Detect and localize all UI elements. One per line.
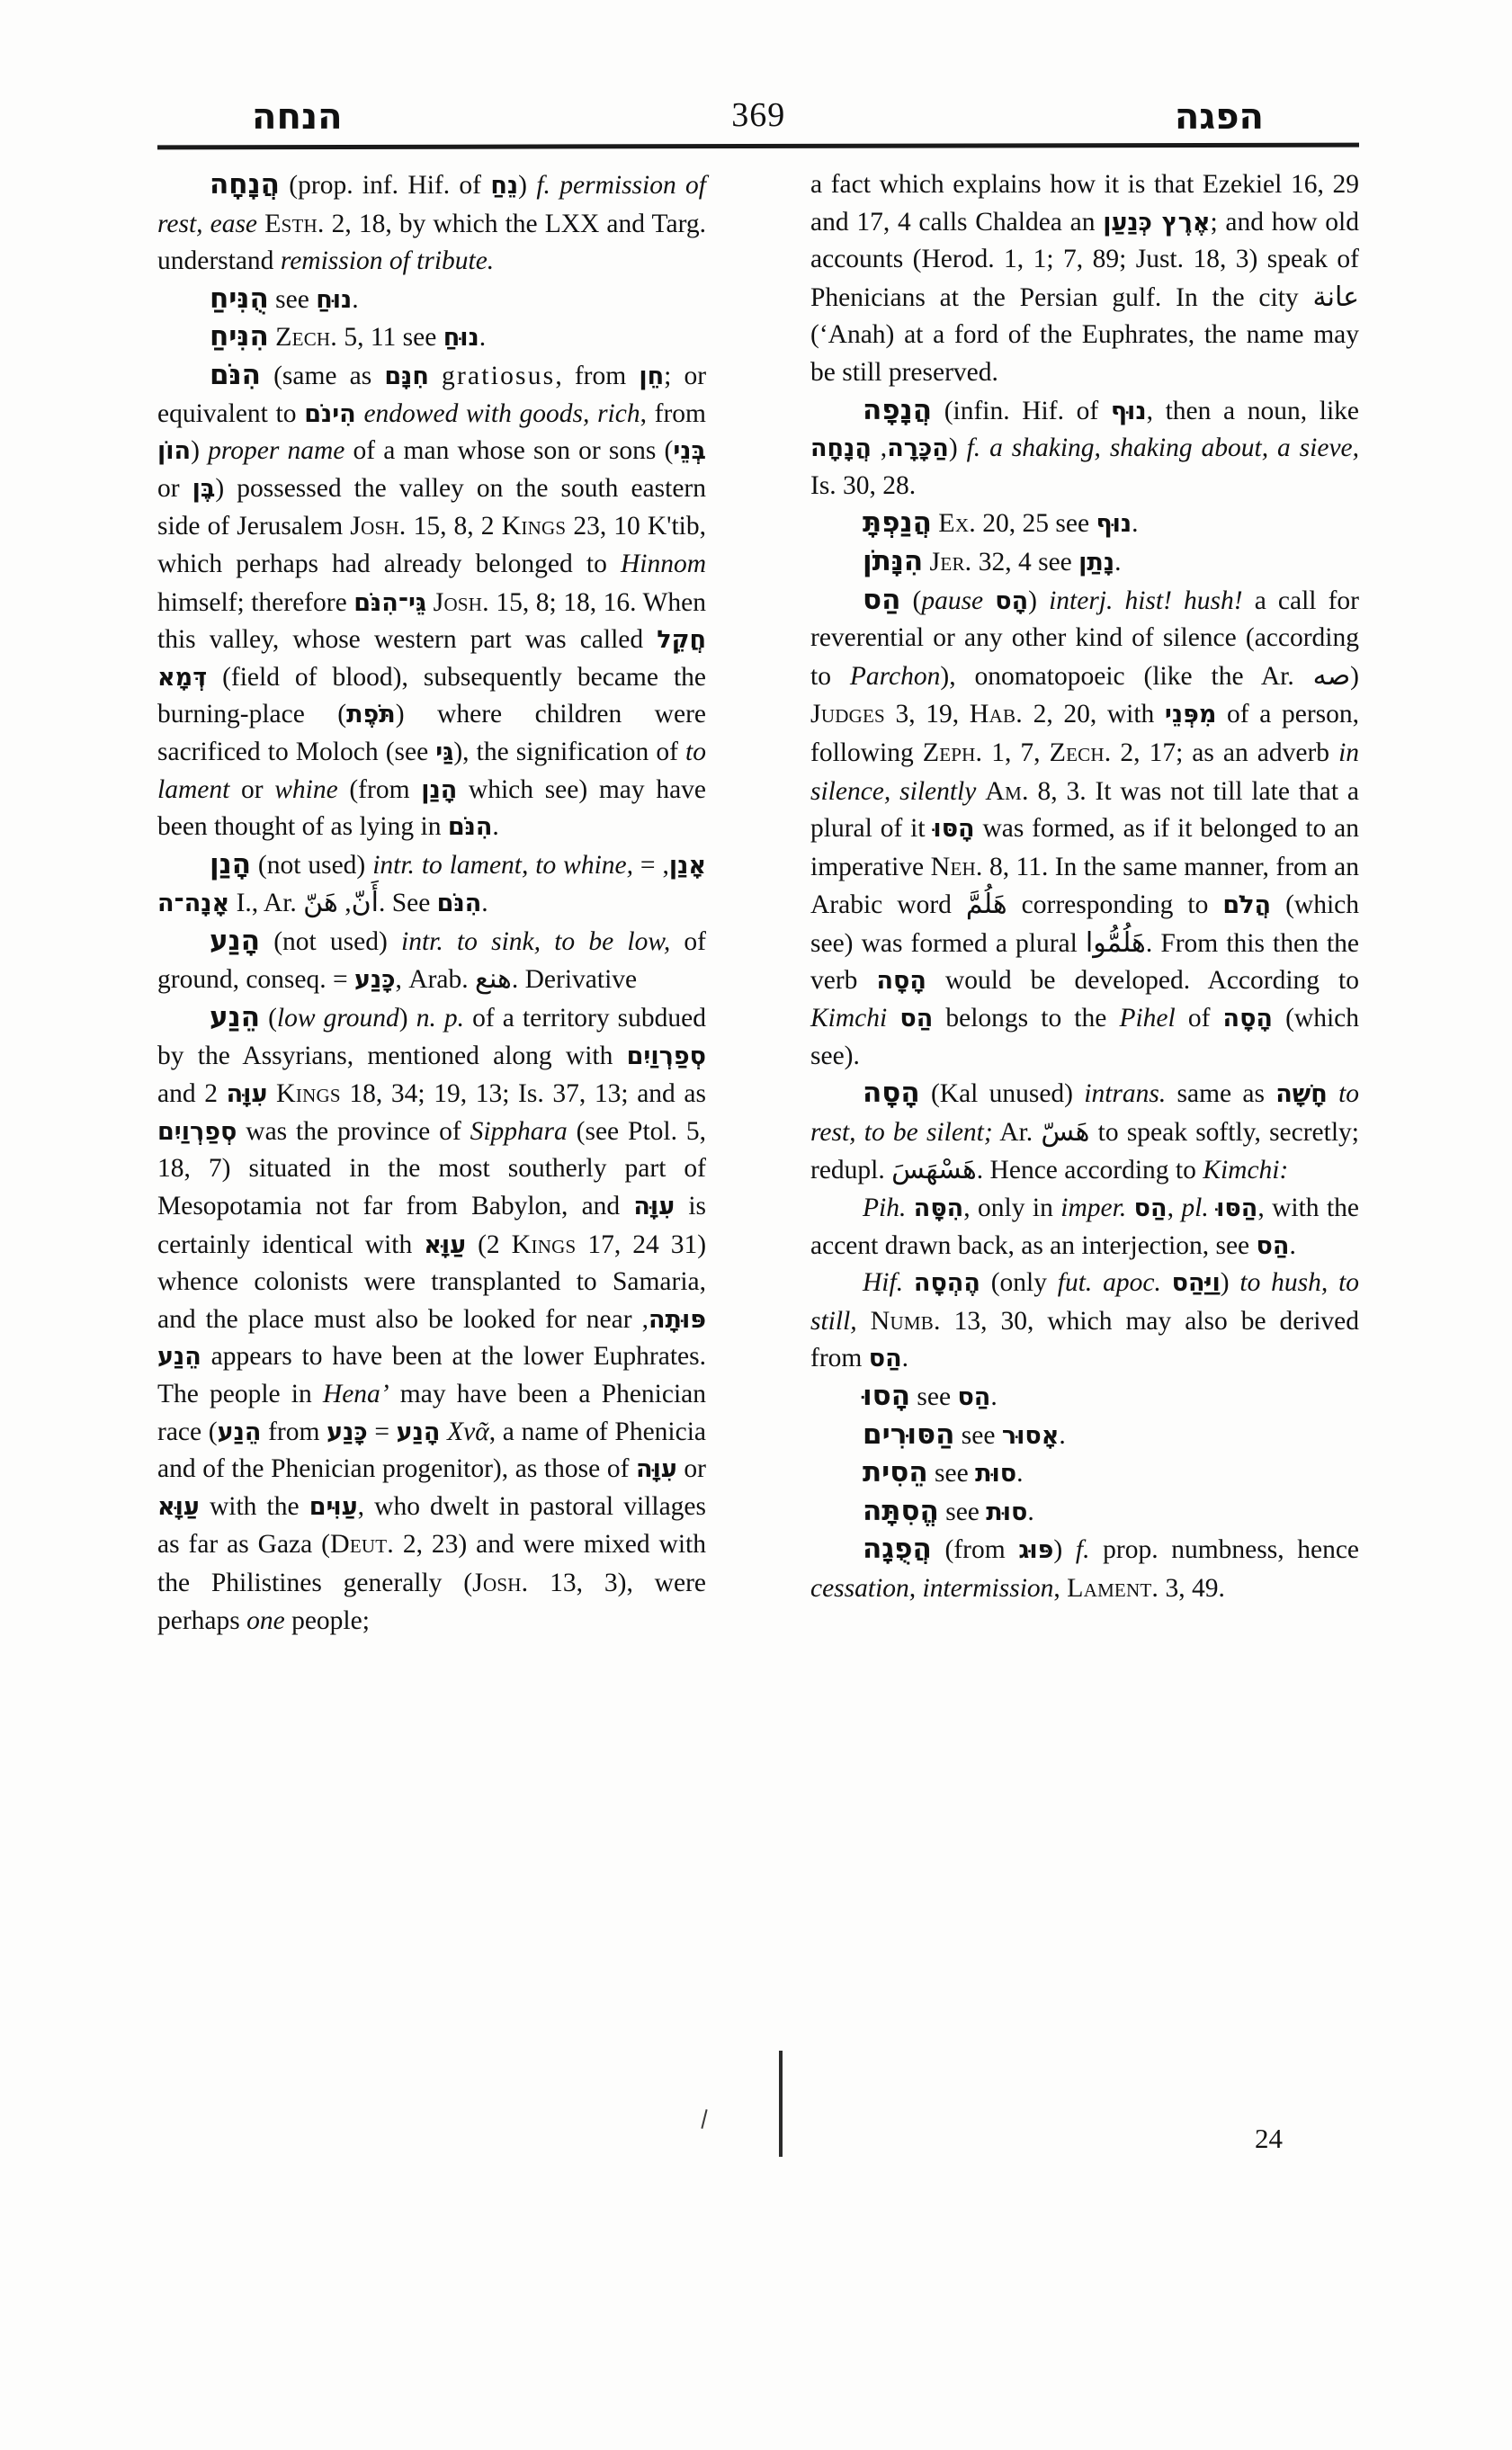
arabic-inline: صه [1312, 659, 1351, 692]
gloss: f. [1075, 1535, 1090, 1565]
gloss: to hush, to still, [810, 1268, 1360, 1336]
hebrew-inline: סְפַרְוַיִם [626, 1042, 706, 1070]
hebrew-inline: הִנֹּם [447, 813, 493, 842]
hebrew-inline: עַוָּא [424, 1230, 467, 1259]
entry-hesathah [810, 1493, 1359, 1532]
entry-hanan [157, 846, 706, 923]
text: . [990, 1382, 998, 1411]
text: 1, 7, [982, 738, 1050, 767]
hebrew-inline: הֲלֹם [1222, 891, 1272, 920]
hebrew-inline: הִינֹם [304, 399, 356, 428]
entry-hassurim [810, 1417, 1359, 1455]
text: (Kal unused) [930, 1079, 1085, 1109]
entry-hanaphta [810, 505, 1359, 543]
hebrew-inline: כָּנַע [354, 966, 396, 995]
gloss: to rest, to be silent; [810, 1079, 1360, 1147]
gloss: pl. [1181, 1194, 1209, 1223]
bible-reference: Jer. [929, 546, 972, 577]
gloss: pause [921, 586, 996, 615]
text: 13, 3), were perhaps [157, 1568, 706, 1635]
text: prop. numbness, hence [1089, 1535, 1360, 1565]
text: . Hence according to [976, 1156, 1203, 1185]
text: . [352, 284, 359, 314]
headword-hesith: הֵסִית [863, 1456, 928, 1489]
gloss: remission of tribute. [280, 246, 495, 276]
hebrew-inline: הָסּוּ [933, 815, 975, 844]
text [1209, 1194, 1216, 1222]
text [1161, 1268, 1172, 1297]
gloss: Kimchi [810, 1004, 888, 1033]
hebrew-inline: אֶרֶץ כְּנַעַן [1103, 208, 1211, 237]
text: ), onomatopoeic (like the Ar. [940, 661, 1313, 691]
text: 15, 8, 2 [406, 512, 502, 541]
text: . Derivative [511, 965, 638, 995]
hebrew-inline: הִסָּה [913, 1194, 964, 1223]
hebrew-inline: מִפְּנֵי [1164, 701, 1217, 729]
greek-inline: Χνᾶ [447, 1417, 489, 1446]
bible-reference: Zech. [275, 322, 337, 353]
cross-reference-hebrew: הִנֹּם [436, 890, 482, 918]
text: same as [1166, 1079, 1276, 1109]
arabic-inline: هنع [475, 963, 512, 996]
text [440, 1417, 447, 1446]
text: was the province of [237, 1116, 470, 1146]
text: belongs to the [933, 1004, 1120, 1033]
cross-reference-hebrew: סוּת [975, 1460, 1017, 1489]
gloss: intrans. [1084, 1079, 1167, 1109]
text: (from [337, 774, 422, 804]
text: = [367, 1417, 397, 1446]
text: 32, 4 see [971, 547, 1079, 577]
text: was formed, as if it belonged to an imperative [810, 814, 1359, 881]
text: ) [1220, 1268, 1240, 1298]
text: (which see) was formed a plural [810, 890, 1360, 958]
text: . [1059, 1420, 1066, 1450]
hebrew-inline: הָנַע [396, 1417, 441, 1446]
right-column [810, 166, 1359, 1608]
hebrew-inline: הֶהְסָה [913, 1269, 980, 1298]
hebrew-inline: אָנַן [668, 851, 707, 880]
text: (infin. Hif. of [944, 396, 1111, 425]
stem-label-pihel: Pih. [863, 1194, 907, 1223]
entry-hena-continuation [810, 166, 1359, 392]
text: see [275, 284, 317, 314]
text [887, 1004, 899, 1033]
entry-hunnach [157, 281, 706, 319]
cross-reference-hebrew: נוּחַ [316, 285, 353, 314]
gloss: to lament [157, 737, 706, 804]
hebrew-inline: סְפַרְוַיִם [157, 1117, 237, 1146]
entry-hasah [810, 1075, 1359, 1190]
text: . [1132, 509, 1139, 539]
text: (2 [466, 1229, 512, 1259]
hebrew-inline: נוּף [1110, 397, 1147, 425]
headword-hasu: הָסוּ [863, 1380, 911, 1412]
text: to speak softly, secretly; redupl. [810, 1117, 1359, 1185]
text: . [1289, 1230, 1296, 1260]
bible-reference: Esth. [264, 208, 325, 238]
text: of [1175, 1004, 1223, 1033]
gloss: Hinnom [620, 549, 706, 578]
text: ) [1053, 1535, 1076, 1565]
text: , only in [963, 1194, 1061, 1223]
text: (prop. inf. Hif. of [289, 171, 491, 200]
page-tick-mark [701, 2109, 707, 2129]
text: 2, 23) and were mixed with the Philistines generally ( [157, 1530, 707, 1597]
text: , [662, 850, 669, 880]
text: a fact which explains how it is that Ezekiel 16, 29 and 17, 4 calls Chaldea an [810, 170, 1359, 237]
entry-hena [157, 999, 706, 1640]
latin-gloss: gratiosus [442, 361, 556, 390]
hebrew-inline: הַס [899, 1005, 934, 1033]
hebrew-inline: עַוִּים [309, 1492, 358, 1521]
text: . [479, 323, 487, 353]
text: (which see). [810, 1004, 1359, 1070]
headword-hana-ayin: הָנַע [210, 924, 260, 957]
text [429, 362, 442, 390]
entry-hanachah [157, 166, 706, 281]
cross-reference-hebrew: נוּחַ [443, 324, 479, 353]
text: (‘Anah) at a ford of the Euphrates, the name may be still preserved. [810, 320, 1359, 387]
hebrew-inline: פּוּג [1018, 1536, 1054, 1565]
text: may have been a Phenician race ( [157, 1380, 706, 1446]
text: (not used) [273, 926, 402, 956]
hebrew-inline: הֲנָחָה [810, 434, 872, 463]
text: of a person, following [810, 700, 1359, 767]
text: ) possessed the valley on the south eastern side of Jerusalem [157, 473, 706, 541]
text: , [1167, 1194, 1182, 1223]
arabic-inline: هَلُمُّوا [1085, 926, 1146, 959]
text: 2 [204, 1079, 277, 1109]
text: ) [1350, 661, 1359, 691]
text: 8, 11. In the same manner, from an Arabic word [810, 852, 1359, 920]
bible-reference: Josh. [433, 586, 489, 617]
text: , from [555, 361, 640, 390]
entry-hasah-pihel [810, 1190, 1359, 1265]
text: , from [640, 398, 707, 428]
text: ) [398, 1004, 416, 1033]
text: 17, 24 31) whence colonists were transplanted to Samaria, and the place must also be looked for near [157, 1229, 707, 1334]
text: , [641, 1304, 649, 1334]
entry-hasah-hifil [810, 1265, 1359, 1378]
text: appears to have been at the lower Euphrates. The people in [157, 1342, 706, 1408]
text: 2, 18, by which the LXX and Targ. understand [157, 209, 706, 276]
entry-has [810, 582, 1359, 1076]
cross-reference-hebrew: הַס [1256, 1231, 1290, 1260]
entry-hinniach [157, 318, 706, 357]
text: would be developed. According to [926, 966, 1359, 996]
text: 23, 10 K'tib, which perhaps had already belonged to [157, 512, 706, 578]
gloss: f. a shaking, shaking about, a sieve, [966, 434, 1360, 463]
hebrew-inline: עִוָּה [636, 1455, 677, 1484]
text: of a man whose son or sons ( [344, 436, 674, 466]
headword-hassurim: הַסּוּרִים [863, 1417, 955, 1451]
gloss: imper. [1060, 1194, 1127, 1223]
text [906, 1194, 913, 1222]
text: 5, 11 see [336, 323, 443, 353]
text: ( [268, 1004, 277, 1033]
entry-hesith [810, 1454, 1359, 1493]
text: , [337, 889, 352, 918]
hebrew-inline: בְּנֵי [673, 437, 707, 466]
bible-reference: Hab. [969, 699, 1023, 729]
cross-reference-hebrew: נָתַן [1078, 548, 1115, 577]
cross-reference-hebrew: הַס [957, 1383, 991, 1411]
text: of a territory subdued by the Assyrians, mentioned along with [157, 1004, 707, 1070]
text: . [1016, 1459, 1024, 1489]
text: or [229, 774, 275, 804]
text: 8, 3. It was not till late that a plural of it [810, 776, 1360, 844]
arabic-inline: عانة [1312, 281, 1359, 313]
text [1328, 1079, 1338, 1108]
bible-reference: Kings [511, 1229, 577, 1259]
text: Ar. [992, 1117, 1042, 1147]
signature-mark: 24 [1255, 2123, 1283, 2154]
headword-hinnom: הִנֹּם [210, 358, 261, 391]
gloss: cessation, intermission [810, 1573, 1054, 1603]
text: ) [191, 436, 209, 466]
text: ), the signification of [453, 737, 686, 766]
text: , who dwelt in pastoral villages as far as Gaza ( [157, 1491, 706, 1560]
text: ; or equivalent to [157, 361, 707, 428]
text [903, 1268, 914, 1297]
text: , then a noun, like [1146, 396, 1360, 425]
text: , Arab. [395, 965, 476, 995]
text: 2, 17; as an adverb [1111, 738, 1339, 767]
headword-hannathan: הִנָּתֹן [863, 544, 924, 577]
text: 15, 8; 18, 16. When this valley, whose western part was called [157, 587, 706, 655]
text: and [157, 1079, 205, 1109]
gloss: interj. hist! hush! [1049, 586, 1243, 615]
hebrew-inline: פּוּתָה [648, 1305, 706, 1334]
text [976, 777, 985, 806]
text: , with the accent drawn back, as an interjection, see [810, 1194, 1360, 1260]
text: (field of blood), subsequently became the burning-place ( [157, 662, 706, 729]
hebrew-inline: חָשָׁה [1275, 1080, 1328, 1109]
text: , a name of Phenicia and of the Phenician progenitor), as those of [157, 1417, 706, 1484]
bible-reference: Judges [810, 699, 885, 729]
bible-reference: Zech. [1049, 737, 1112, 767]
entry-hannathan [810, 543, 1359, 582]
text: from [261, 1417, 327, 1446]
hebrew-inline: הָסָה [876, 967, 926, 996]
hebrew-inline: וַיַּהַס [1171, 1269, 1221, 1298]
hebrew-inline: הֵנַע [157, 1343, 201, 1372]
bible-reference: Kings [276, 1078, 341, 1109]
text: . From this then the verb [810, 928, 1359, 996]
running-head-right-hebrew: הפגה [1174, 96, 1264, 138]
text: Is. 30, 28. [810, 470, 917, 500]
hebrew-inline: אָנָה־ה [157, 890, 230, 918]
hebrew-inline: הוֹן [157, 437, 192, 466]
gloss: Kimchi: [1203, 1156, 1289, 1185]
text: (only [980, 1268, 1058, 1298]
text: 13, 30, which may also be derived from [810, 1306, 1360, 1373]
text: is certainly identical with [157, 1192, 706, 1259]
text [1126, 1194, 1133, 1222]
cross-reference-hebrew: נוּף [1096, 510, 1132, 539]
gloss: low ground [276, 1004, 399, 1033]
hebrew-inline: גַּי [435, 738, 454, 766]
text: himself; therefore [157, 587, 354, 617]
hebrew-inline: חֵן [639, 362, 665, 390]
text: a call for reverential or any other kind of silence (according to [810, 586, 1360, 691]
headword-hinniach: הִנִּיחַ [210, 320, 269, 353]
headword-hunnach: הֻנִּיחַ [210, 282, 269, 315]
bible-reference: Zeph. [922, 737, 983, 767]
hebrew-inline: עִוָּה [226, 1080, 268, 1109]
text [426, 588, 434, 617]
text: (see Ptol. 5, 18, 7) situated in the most southerly part of Mesopotamia not far from Babylon, and [157, 1116, 706, 1221]
bible-reference: Deut. [329, 1529, 394, 1560]
hebrew-inline: עַוָּא [157, 1492, 200, 1521]
text: ) [948, 434, 967, 463]
bible-reference: Ex. [938, 508, 976, 539]
left-column [157, 166, 706, 1640]
gloss: intr. to sink, to be low, [401, 926, 671, 956]
hebrew-inline: נֵחַ [490, 172, 519, 200]
text: people; [284, 1605, 370, 1635]
hebrew-inline: הֵנַע [217, 1417, 262, 1446]
text: . See [378, 889, 437, 918]
text: see [945, 1497, 987, 1526]
bible-reference: Lament. [1067, 1572, 1159, 1603]
cross-reference-hebrew: הַס [868, 1345, 902, 1373]
cross-reference-hebrew: סוּת [986, 1498, 1028, 1526]
hebrew-inline: עִוָּה [633, 1193, 675, 1221]
text: . [492, 812, 499, 842]
bible-reference: Josh. [472, 1567, 529, 1597]
text: see [917, 1382, 958, 1411]
text: or [157, 473, 192, 503]
hebrew-inline: גֵּי־הִנֹּם [353, 588, 427, 617]
text: ; and how old accounts (Herod. 1, 1; 7, 89; Just. 18, 3) speak of Phenicians at the Persian gulf. In the city [810, 207, 1359, 312]
headword-hanachah: הֲנָחָה [210, 168, 280, 201]
text: = [633, 850, 663, 880]
hebrew-inline: הָסָה [1222, 1005, 1273, 1033]
hebrew-inline: בֶּן [192, 474, 216, 503]
gloss: in silence, silently [810, 738, 1360, 806]
entry-hasu [810, 1378, 1359, 1417]
hebrew-inline: כָּנַע [327, 1417, 368, 1446]
text [857, 1307, 871, 1336]
hebrew-inline: הַכָּרָה [887, 434, 949, 463]
text: (from [944, 1535, 1019, 1565]
running-head-left-hebrew: הנחה [252, 96, 343, 138]
text: ( [912, 586, 922, 615]
gloss: one [246, 1605, 285, 1635]
text: see [935, 1459, 976, 1489]
gloss: f. permission of rest, ease [157, 171, 707, 238]
text: 2, 20, with [1022, 700, 1165, 729]
bible-reference: Numb. [870, 1305, 941, 1336]
gloss: Hena’ [322, 1380, 389, 1408]
headword-hanaphta: הֲנַפְתָּ [863, 506, 932, 540]
entry-hapugah [810, 1531, 1359, 1607]
text: (same as [273, 361, 385, 390]
headword-hasah: הָסָה [863, 1077, 920, 1110]
text: . [1027, 1497, 1034, 1526]
headword-has: הַס [863, 583, 901, 616]
bible-reference: Kings [501, 511, 567, 541]
arabic-inline: هَسّ [1041, 1115, 1090, 1148]
text: , [871, 434, 888, 463]
arabic-inline: هَنّ [303, 887, 338, 919]
text: ) where children were sacrificed to Moloch (see [157, 700, 706, 766]
hebrew-inline: הָס [995, 586, 1029, 615]
hebrew-inline: חִנָּם [384, 362, 429, 390]
text: which see) may have been thought of as lying in [157, 774, 707, 842]
headword-hanaphah: הֲנָפָה [863, 393, 933, 426]
text: or [676, 1454, 706, 1484]
gloss: intr. to lament, to whine, [372, 850, 633, 880]
column-edge-mark [779, 2051, 783, 2157]
text: corresponding to [1007, 890, 1223, 920]
text: . [901, 1344, 908, 1373]
text: I., Ar. [229, 889, 304, 918]
text: with the [199, 1491, 309, 1521]
text: ) [518, 171, 537, 200]
bible-reference: Am. [985, 775, 1029, 806]
gloss: endowed with goods, rich [363, 398, 640, 428]
text: 3, 49. [1159, 1573, 1225, 1603]
text: 18, 34; 19, 13; Is. 37, 13; and as [340, 1079, 707, 1109]
entry-hana-ayin [157, 923, 706, 999]
text: see [961, 1420, 1002, 1450]
arabic-inline: هَلُمَّ [965, 889, 1007, 921]
text: 20, 25 see [975, 509, 1096, 539]
text: , [1053, 1573, 1068, 1603]
hebrew-inline: חֲקֵל דְּמָא [157, 626, 706, 692]
cross-reference-hebrew: אָסוּר [1001, 1421, 1060, 1450]
entry-hinnom [157, 357, 706, 846]
gloss: fut. apoc. [1057, 1268, 1161, 1298]
arabic-inline: أَنّ [351, 887, 379, 919]
gloss: proper name [208, 436, 345, 466]
stem-label-hifil: Hif. [863, 1268, 904, 1298]
running-head [157, 72, 1354, 138]
text: (not used) [257, 850, 373, 880]
text: ) [1028, 586, 1050, 615]
text: 3, 19, [884, 700, 970, 729]
text: . [1114, 547, 1122, 577]
hebrew-inline: הַס [1133, 1194, 1168, 1223]
gloss: Pihel [1119, 1004, 1176, 1033]
gloss: Parchon [849, 661, 941, 691]
headword-hesathah: הֱסִתָּה [863, 1494, 939, 1527]
gloss: whine [274, 774, 338, 804]
header-rule [157, 143, 1359, 150]
entry-hanaphah [810, 392, 1359, 505]
hebrew-inline: הָנַן [421, 775, 458, 804]
page-number: 369 [731, 96, 786, 134]
gloss: Sipphara [470, 1116, 568, 1146]
gloss: n. p. [416, 1004, 465, 1033]
hebrew-inline: תֹּפֶת [346, 701, 396, 729]
headword-hapugah: הֲפֻגָה [863, 1533, 932, 1566]
arabic-inline: هَسْهَسَ [891, 1154, 977, 1186]
headword-hanan: הָנַן [210, 847, 251, 881]
headword-hena: הֵנַע [210, 1001, 260, 1034]
text: . [481, 889, 488, 918]
bible-reference: Josh. [350, 511, 407, 541]
bible-reference: Neh. [930, 851, 983, 881]
hebrew-inline: הַסּוּ [1216, 1194, 1258, 1223]
text: of ground, conseq. = [157, 926, 706, 995]
